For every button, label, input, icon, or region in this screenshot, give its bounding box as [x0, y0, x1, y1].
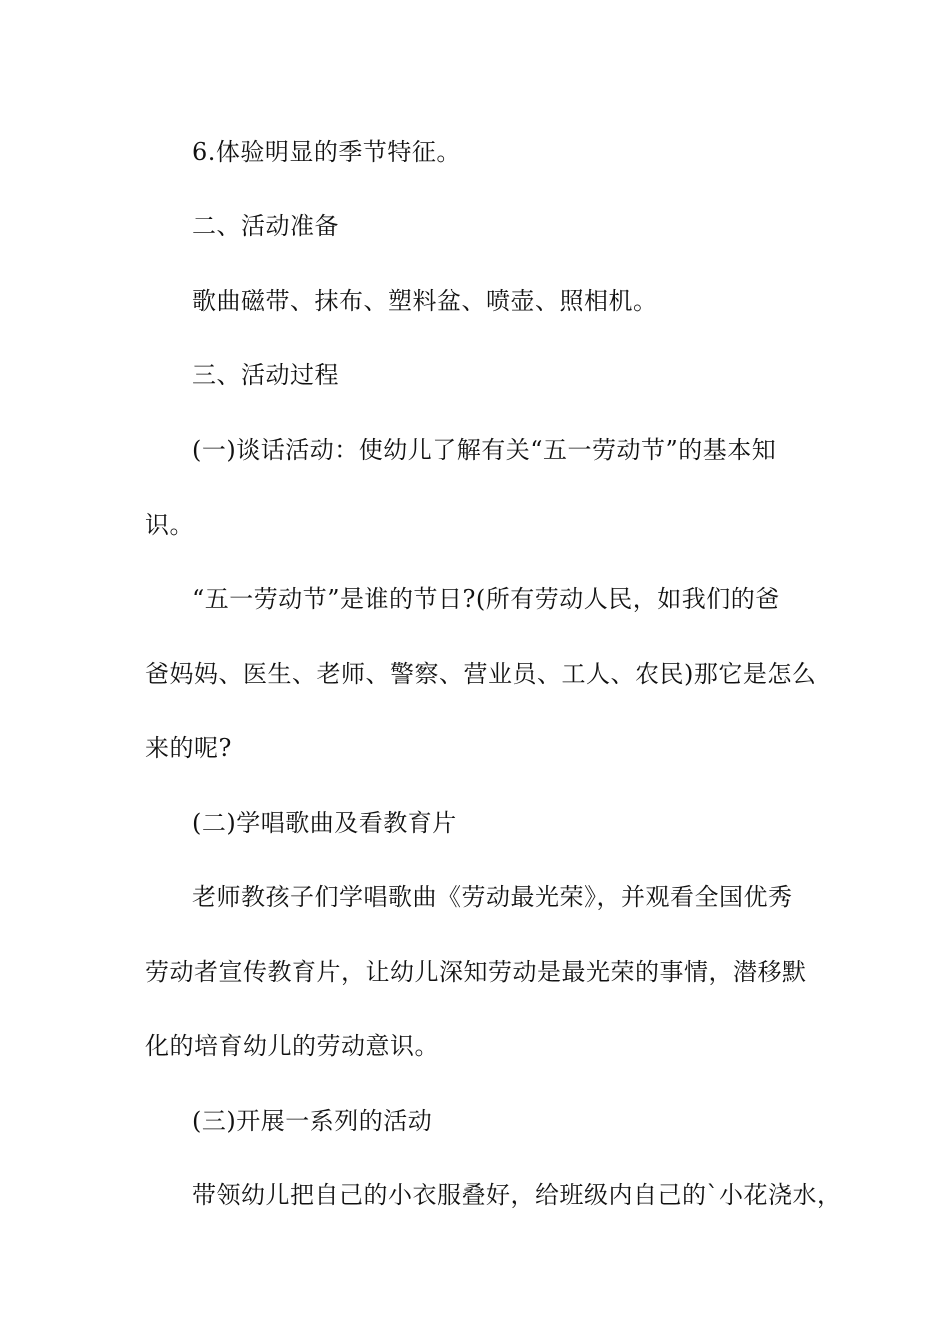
- subheading-talk-activity: (一)谈话活动：使幼儿了解有关“五一劳动节”的基本知: [192, 436, 777, 464]
- paragraph-goal-6: 6.体验明显的季节特征。: [192, 138, 461, 166]
- paragraph-song-cont-1: 劳动者宣传教育片，让幼儿深知劳动是最光荣的事情，潜移默: [145, 958, 807, 986]
- subheading-sing-song: (二)学唱歌曲及看教育片: [192, 809, 457, 837]
- paragraph-song: 老师教孩子们学唱歌曲《劳动最光荣》，并观看全国优秀: [192, 883, 793, 911]
- paragraph-song-cont-2: 化的培育幼儿的劳动意识。: [145, 1032, 439, 1060]
- paragraph-question: “五一劳动节”是谁的节日?(所有劳动人民，如我们的爸: [192, 585, 780, 613]
- paragraph-activities: 带领幼儿把自己的小衣服叠好，给班级内自己的`小花浇水，: [192, 1181, 842, 1209]
- paragraph-question-cont-2: 来的呢?: [145, 734, 232, 762]
- heading-activity-preparation: 二、活动准备: [192, 212, 339, 240]
- subheading-series-activities: (三)开展一系列的活动: [192, 1107, 433, 1135]
- paragraph-question-cont-1: 爸妈妈、医生、老师、警察、营业员、工人、农民)那它是怎么: [145, 660, 817, 688]
- paragraph-materials: 歌曲磁带、抹布、塑料盆、喷壶、照相机。: [192, 287, 658, 315]
- subheading-talk-activity-cont: 识。: [145, 511, 194, 539]
- heading-activity-process: 三、活动过程: [192, 361, 339, 389]
